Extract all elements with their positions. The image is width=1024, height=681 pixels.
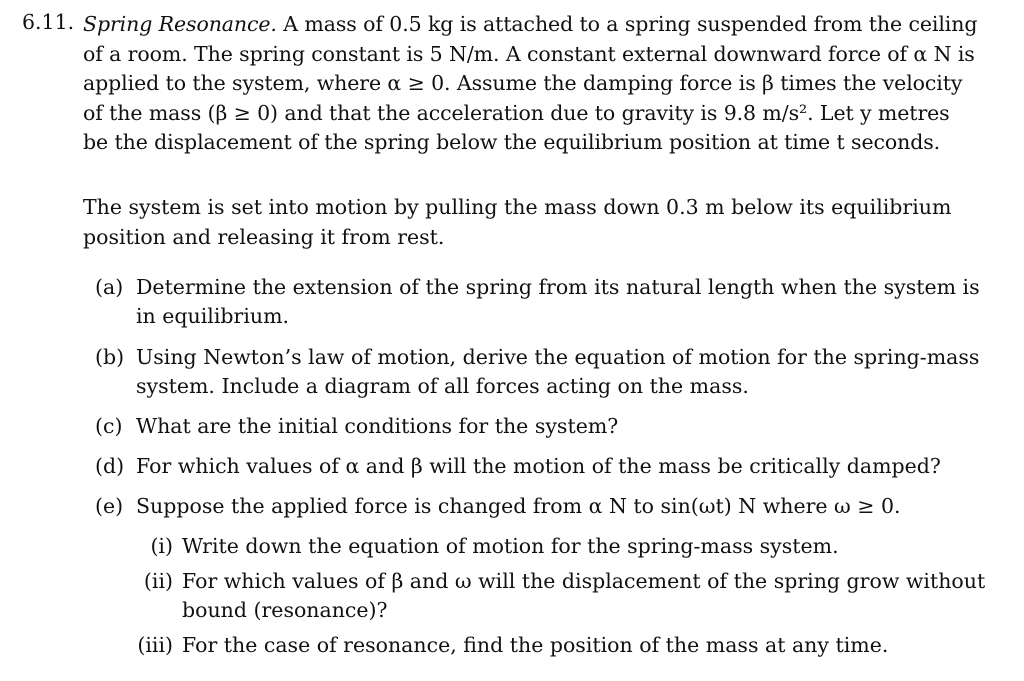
subpart-ii-line-1: For which values of β and ω will the displacement of the spring grow without xyxy=(182,569,986,593)
intro-line-3: applied to the system, where α ≥ 0. Assume the damping force is β times the velocity xyxy=(83,71,963,95)
intro-line-5: be the displacement of the spring below the equilibrium position at time t seconds. xyxy=(83,130,941,154)
subpart-ii-line-2: bound (resonance)? xyxy=(182,598,388,622)
problem-intro xyxy=(83,10,987,158)
part-d-label: (d) xyxy=(95,454,125,478)
problem-title: Spring Resonance. xyxy=(83,12,277,36)
subpart-i-label: (i) xyxy=(150,534,173,558)
intro-line-4: of the mass (β ≥ 0) and that the acceleration due to gravity is 9.8 m/s². Let y metres xyxy=(83,100,950,125)
part-e-label: (e) xyxy=(95,494,124,518)
setup-line-2: position and releasing it from rest. xyxy=(83,224,445,249)
subpart-ii-text xyxy=(182,567,985,625)
part-d-text xyxy=(136,452,941,481)
part-d-line-1: For which values of α and β will the motion of the mass be critically damped? xyxy=(136,454,941,478)
problem-number: 6.11. xyxy=(22,10,75,34)
problem-6-11 xyxy=(22,10,987,158)
subpart-ii-label: (ii) xyxy=(143,569,173,593)
intro-line-1 xyxy=(83,10,987,40)
subpart-i-text xyxy=(182,532,839,561)
part-a-text xyxy=(136,273,980,331)
subpart-i-line-1: Write down the equation of motion for the spring-mass system. xyxy=(182,534,839,558)
part-b-line-1: Using Newton’s law of motion, derive the equation of motion for the spring-mass xyxy=(136,345,980,369)
part-c-text xyxy=(136,412,618,441)
subpart-iii-line-1: For the case of resonance, find the position of the mass at any time. xyxy=(182,633,889,657)
part-b-text xyxy=(136,343,979,401)
part-b-line-2: system. Include a diagram of all forces acting on the mass. xyxy=(136,374,749,398)
part-e-text xyxy=(136,492,901,521)
intro-line-2: of a room. The spring constant is 5 N/m. A constant external downward force of α N is xyxy=(83,41,975,66)
part-e-line-1: Suppose the applied force is changed from α N to sin(ωt) N where ω ≥ 0. xyxy=(136,494,901,518)
part-a-line-2: in equilibrium. xyxy=(136,304,290,328)
subpart-iii-text xyxy=(182,631,888,660)
part-b-label: (b) xyxy=(95,345,125,369)
part-c-label: (c) xyxy=(95,414,123,438)
part-c-line-1: What are the initial conditions for the system? xyxy=(136,414,619,438)
problem-setup xyxy=(83,193,988,252)
intro-line-1-text: A mass of 0.5 kg is attached to a spring suspended from the ceiling xyxy=(283,12,978,36)
part-a-line-1: Determine the extension of the spring from its natural length when the system is xyxy=(136,275,980,299)
setup-line-1: The system is set into motion by pulling the mass down 0.3 m below its equilibrium xyxy=(83,195,952,219)
part-a-label: (a) xyxy=(95,275,124,299)
subpart-iii-label: (iii) xyxy=(137,633,173,657)
